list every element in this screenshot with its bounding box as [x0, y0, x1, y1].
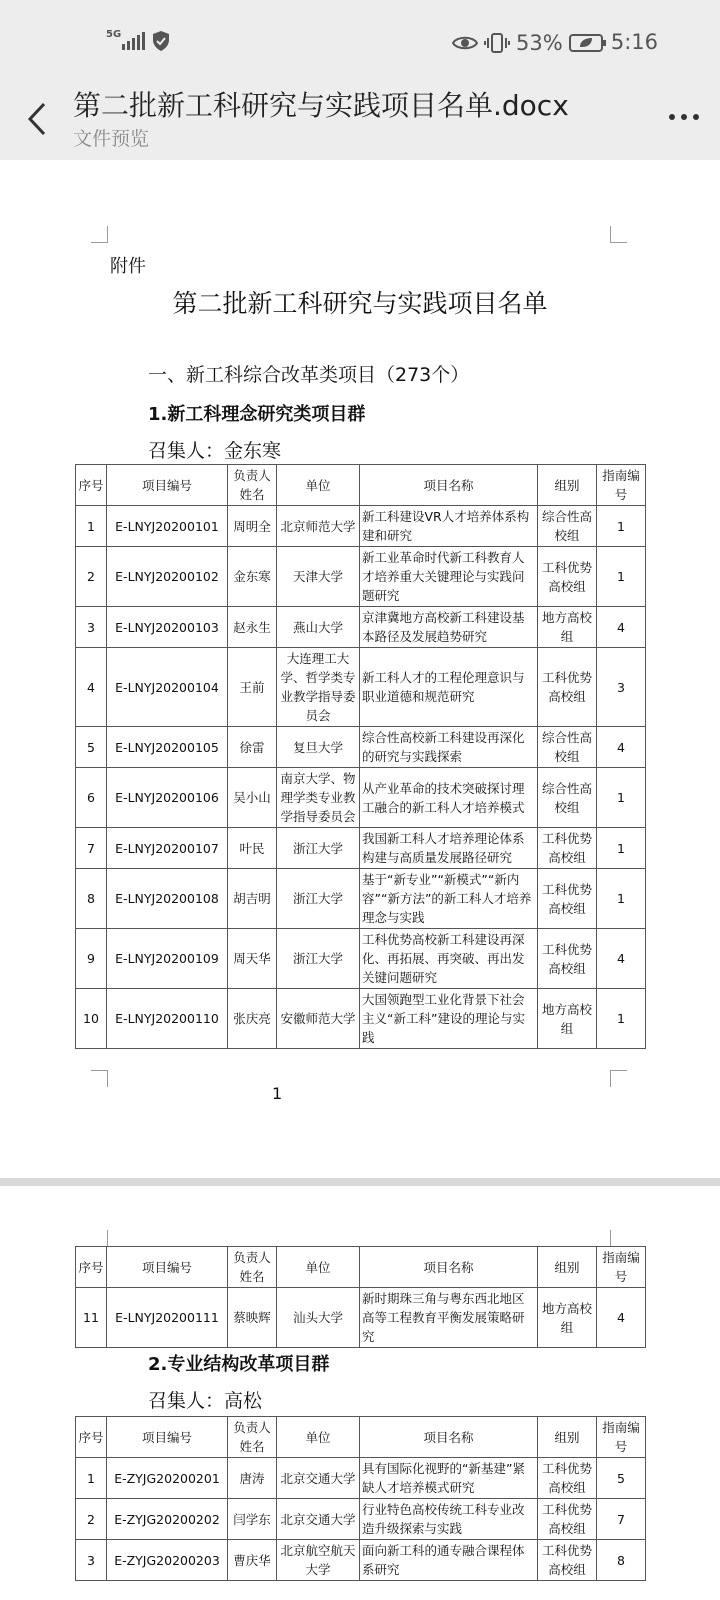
cell-index: 10: [76, 989, 107, 1049]
document-title: 第二批新工科研究与实践项目名单.docx: [73, 89, 569, 122]
cell-group: 工科优势高校组: [538, 1458, 597, 1499]
cell-guide-no: 4: [597, 929, 646, 989]
cell-project-code: E-LNYJ20200108: [107, 869, 228, 929]
cell-guide-no: 1: [597, 547, 646, 607]
page-number: 1: [272, 1084, 283, 1103]
cell-project-code: E-ZYJG20200203: [107, 1540, 228, 1581]
cell-leader: 唐涛: [228, 1458, 277, 1499]
cell-guide-no: 1: [597, 828, 646, 869]
column-header: 组别: [538, 1247, 597, 1288]
table-row: [76, 648, 646, 727]
cell-leader: 徐雷: [228, 727, 277, 768]
cell-project-name: 新工科建设VR人才培养体系构建和研究: [360, 506, 538, 547]
cell-leader: 金东寒: [228, 547, 277, 607]
cell-guide-no: 1: [597, 989, 646, 1049]
cell-group: 工科优势高校组: [538, 869, 597, 929]
page-corner-mark: [91, 1230, 108, 1247]
cell-unit: 天津大学: [277, 547, 360, 607]
page-corner-mark: [91, 1070, 108, 1087]
signal-area: [106, 30, 171, 52]
cell-leader: 蔡映辉: [228, 1288, 277, 1348]
cell-index: 5: [76, 727, 107, 768]
cell-group: 地方高校组: [538, 989, 597, 1049]
cell-unit: 浙江大学: [277, 929, 360, 989]
cell-project-name: 京津冀地方高校新工科建设基本路径及发展趋势研究: [360, 607, 538, 648]
cell-project-name: 大国领跑型工业化背景下社会主义“新工科”建设的理论与实践: [360, 989, 538, 1049]
cell-project-code: E-LNYJ20200104: [107, 648, 228, 727]
cell-guide-no: 7: [597, 1499, 646, 1540]
cell-project-code: E-LNYJ20200106: [107, 768, 228, 828]
cell-unit: 北京师范大学: [277, 506, 360, 547]
more-options-icon[interactable]: [664, 102, 704, 132]
signal-icon: [122, 32, 145, 50]
project-table: [75, 1416, 646, 1581]
status-bar: [0, 0, 720, 70]
table-header-row: [76, 1417, 646, 1458]
cell-project-code: E-ZYJG20200201: [107, 1458, 228, 1499]
project-table: [75, 464, 646, 1049]
column-header: 单位: [277, 465, 360, 506]
cell-leader: 叶民: [228, 828, 277, 869]
cell-project-name: 具有国际化视野的“新基建”紧缺人才培养模式研究: [360, 1458, 538, 1499]
cell-index: 3: [76, 607, 107, 648]
table-row: [76, 828, 646, 869]
cell-unit: 北京交通大学: [277, 1499, 360, 1540]
cell-index: 9: [76, 929, 107, 989]
table-header-row: [76, 1247, 646, 1288]
back-arrow-icon[interactable]: [18, 92, 58, 142]
cell-guide-no: 5: [597, 1458, 646, 1499]
table-header-row: [76, 465, 646, 506]
column-header: 组别: [538, 1417, 597, 1458]
cell-leader: 赵永生: [228, 607, 277, 648]
column-header: 序号: [76, 1247, 107, 1288]
cell-leader: 张庆亮: [228, 989, 277, 1049]
cell-leader: 胡吉明: [228, 869, 277, 929]
cell-index: 6: [76, 768, 107, 828]
cell-unit: 北京航空航天大学: [277, 1540, 360, 1581]
column-header: 单位: [277, 1247, 360, 1288]
cell-project-name: 从产业革命的技术突破探讨理工融合的新工科人才培养模式: [360, 768, 538, 828]
document-page-2: [0, 1186, 720, 1600]
cell-project-name: 新时期珠三角与粤东西北地区高等工程教育平衡发展策略研究: [360, 1288, 538, 1348]
cell-unit: 北京交通大学: [277, 1458, 360, 1499]
table-row: [76, 1458, 646, 1499]
cell-project-code: E-LNYJ20200107: [107, 828, 228, 869]
cell-group: 工科优势高校组: [538, 1540, 597, 1581]
column-header: 负责人姓名: [228, 1247, 277, 1288]
cell-group: 综合性高校组: [538, 768, 597, 828]
vibrate-icon: [484, 32, 510, 54]
cell-project-name: 工科优势高校新工科建设再深化、再拓展、再突破、再出发关键问题研究: [360, 929, 538, 989]
cell-leader: 吴小山: [228, 768, 277, 828]
cell-guide-no: 8: [597, 1540, 646, 1581]
document-subtitle: 文件预览: [73, 128, 150, 150]
cell-unit: 燕山大学: [277, 607, 360, 648]
eye-icon: [452, 34, 478, 52]
cell-index: 8: [76, 869, 107, 929]
cell-group: 地方高校组: [538, 607, 597, 648]
cell-project-name: 行业特色高校传统工科专业改造升级探索与实践: [360, 1499, 538, 1540]
convener-line: 召集人：金东寒: [148, 440, 282, 462]
status-icons: [452, 31, 607, 55]
cell-index: 2: [76, 1499, 107, 1540]
column-header: 项目编号: [107, 1417, 228, 1458]
cell-project-code: E-ZYJG20200202: [107, 1499, 228, 1540]
cell-leader: 王前: [228, 648, 277, 727]
table-row: [76, 869, 646, 929]
cell-index: 3: [76, 1540, 107, 1581]
column-header: 单位: [277, 1417, 360, 1458]
cell-unit: 浙江大学: [277, 828, 360, 869]
page-corner-mark: [610, 1070, 627, 1087]
cell-unit: 安徽师范大学: [277, 989, 360, 1049]
cell-guide-no: 1: [597, 869, 646, 929]
cell-group: 工科优势高校组: [538, 547, 597, 607]
section-heading: 一、新工科综合改革类项目（273个）: [148, 364, 470, 386]
table-row: [76, 1540, 646, 1581]
cell-leader: 周天华: [228, 929, 277, 989]
column-header: 项目编号: [107, 465, 228, 506]
column-header: 指南编号: [597, 1247, 646, 1288]
column-header: 项目名称: [360, 1417, 538, 1458]
battery-saver-icon: [569, 33, 607, 53]
cell-group: 工科优势高校组: [538, 929, 597, 989]
cell-group: 综合性高校组: [538, 727, 597, 768]
page-corner-mark: [91, 226, 108, 243]
cell-group: 工科优势高校组: [538, 828, 597, 869]
page-separator: [0, 1178, 720, 1186]
cell-project-code: E-LNYJ20200105: [107, 727, 228, 768]
list-title: 第二批新工科研究与实践项目名单: [172, 289, 548, 318]
group-heading: 1.新工科理念研究类项目群: [148, 404, 366, 425]
cell-unit: 复旦大学: [277, 727, 360, 768]
cell-index: 1: [76, 1458, 107, 1499]
cell-leader: 闫学东: [228, 1499, 277, 1540]
convener-line: 召集人：高松: [148, 1390, 263, 1412]
cell-group: 工科优势高校组: [538, 648, 597, 727]
cell-unit: 浙江大学: [277, 869, 360, 929]
cell-guide-no: 4: [597, 607, 646, 648]
page-corner-mark: [610, 1230, 627, 1247]
cell-project-code: E-LNYJ20200102: [107, 547, 228, 607]
cell-project-name: 综合性高校新工科建设再深化的研究与实践探索: [360, 727, 538, 768]
column-header: 序号: [76, 465, 107, 506]
cell-index: 1: [76, 506, 107, 547]
cell-guide-no: 3: [597, 648, 646, 727]
column-header: 指南编号: [597, 465, 646, 506]
cell-leader: 曹庆华: [228, 1540, 277, 1581]
page-corner-mark: [610, 226, 627, 243]
cell-project-code: E-LNYJ20200109: [107, 929, 228, 989]
project-table-continued: [75, 1246, 646, 1348]
column-header: 负责人姓名: [228, 1417, 277, 1458]
column-header: 指南编号: [597, 1417, 646, 1458]
cell-guide-no: 1: [597, 506, 646, 547]
cell-project-code: E-LNYJ20200101: [107, 506, 228, 547]
battery-percent: 53%: [516, 31, 563, 55]
network-type: 5G: [106, 29, 122, 40]
cell-project-name: 基于“新专业”“新模式”“新内容”“新方法”的新工科人才培养理念与实践: [360, 869, 538, 929]
cell-group: 综合性高校组: [538, 506, 597, 547]
column-header: 序号: [76, 1417, 107, 1458]
column-header: 负责人姓名: [228, 465, 277, 506]
cell-guide-no: 4: [597, 1288, 646, 1348]
cell-project-name: 面向新工科的通专融合课程体系研究: [360, 1540, 538, 1581]
cell-project-code: E-LNYJ20200103: [107, 607, 228, 648]
cell-project-code: E-LNYJ20200110: [107, 989, 228, 1049]
table-row: [76, 929, 646, 989]
app-header: [0, 70, 720, 160]
cell-index: 11: [76, 1288, 107, 1348]
cell-unit: 大连理工大学、哲学类专业教学指导委员会: [277, 648, 360, 727]
table-row: [76, 547, 646, 607]
table-row: [76, 989, 646, 1049]
cell-unit: 汕头大学: [277, 1288, 360, 1348]
cell-index: 7: [76, 828, 107, 869]
column-header: 项目编号: [107, 1247, 228, 1288]
cell-leader: 周明全: [228, 506, 277, 547]
column-header: 项目名称: [360, 1247, 538, 1288]
table-row: [76, 506, 646, 547]
clock: 5:16: [610, 30, 658, 54]
cell-project-name: 新工科人才的工程伦理意识与职业道德和规范研究: [360, 648, 538, 727]
cell-group: 工科优势高校组: [538, 1499, 597, 1540]
column-header: 项目名称: [360, 465, 538, 506]
document-page-1: [0, 160, 720, 1178]
shield-check-icon: [151, 30, 171, 52]
table-row: [76, 1499, 646, 1540]
cell-project-name: 我国新工科人才培养理论体系构建与高质量发展路径研究: [360, 828, 538, 869]
group-heading: 2.专业结构改革项目群: [148, 1354, 330, 1375]
cell-guide-no: 1: [597, 768, 646, 828]
cell-project-name: 新工业革命时代新工科教育人才培养重大关键理论与实践问题研究: [360, 547, 538, 607]
table-row: [76, 768, 646, 828]
table-row: [76, 1288, 646, 1348]
cell-project-code: E-LNYJ20200111: [107, 1288, 228, 1348]
cell-index: 2: [76, 547, 107, 607]
cell-guide-no: 4: [597, 727, 646, 768]
cell-index: 4: [76, 648, 107, 727]
cell-group: 地方高校组: [538, 1288, 597, 1348]
cell-unit: 南京大学、物理学类专业教学指导委员会: [277, 768, 360, 828]
table-row: [76, 727, 646, 768]
table-row: [76, 607, 646, 648]
attachment-label: 附件: [110, 256, 146, 277]
column-header: 组别: [538, 465, 597, 506]
